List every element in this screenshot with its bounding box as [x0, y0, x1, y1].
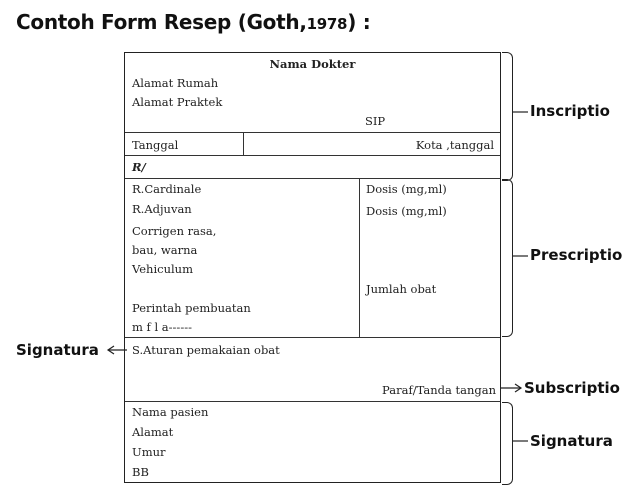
usage-rules: S.Aturan pemakaian obat [132, 343, 280, 357]
prescription-line: Corrigen rasa, [132, 224, 217, 238]
home-address: Alamat Rumah [132, 76, 219, 90]
recipe-symbol: R/ [132, 160, 146, 174]
patient-field: BB [132, 465, 149, 479]
date-label: Tanggal [132, 138, 179, 152]
signatura-label-right: Signatura [530, 432, 613, 450]
dose-line: Dosis (mg,ml) [366, 182, 447, 196]
signatura-label-left: Signatura [16, 341, 99, 359]
prescription-line: Vehiculum [132, 262, 193, 276]
signature-label: Paraf/Tanda tangan [382, 383, 496, 397]
practice-address: Alamat Praktek [132, 95, 223, 109]
prescriptio-label: Prescriptio [530, 246, 623, 264]
title-main: Contoh Form Resep (Goth, [16, 10, 307, 34]
prescription-line: bau, warna [132, 243, 198, 257]
doctor-name: Nama Dokter [269, 57, 356, 71]
quantity-label: Jumlah obat [366, 282, 437, 296]
order-line: m f l a------ [132, 320, 192, 334]
title-year: 1978 [306, 15, 348, 33]
patient-field: Umur [132, 445, 166, 459]
patient-field: Nama pasien [132, 405, 209, 419]
order-line: Perintah pembuatan [132, 301, 251, 315]
prescription-line: R.Cardinale [132, 182, 202, 196]
city-date: Kota ,tanggal [415, 138, 494, 152]
dose-line: Dosis (mg,ml) [366, 204, 447, 218]
sip-number: SIP [365, 114, 386, 128]
inscriptio-label: Inscriptio [530, 102, 610, 120]
prescription-line: R.Adjuvan [132, 202, 192, 216]
patient-field: Alamat [132, 425, 174, 439]
title-suffix: ) : [347, 10, 371, 34]
subscriptio-label: Subscriptio [524, 379, 620, 397]
